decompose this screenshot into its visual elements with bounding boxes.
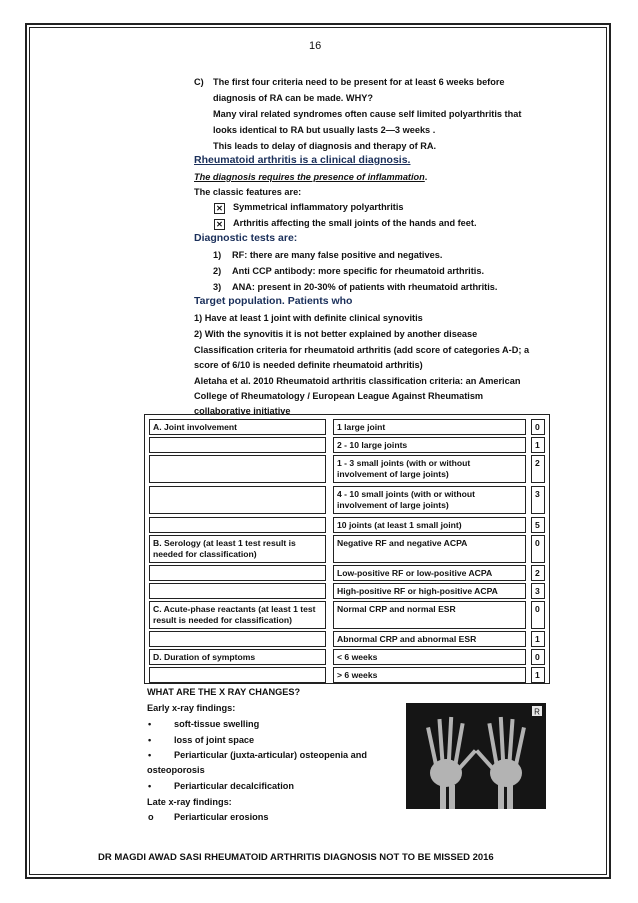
table-category-cell: A. Joint involvement bbox=[149, 419, 326, 435]
target-line: Classification criteria for rheumatoid arthritis (add score of categories A-D; a bbox=[194, 345, 530, 355]
table-item-cell: > 6 weeks bbox=[333, 667, 526, 683]
table-category-cell bbox=[149, 565, 326, 581]
table-score-cell: 0 bbox=[531, 649, 545, 665]
early-finding-item: loss of joint space bbox=[174, 735, 255, 745]
table-item-cell: 2 - 10 large joints bbox=[333, 437, 526, 453]
table-category-cell bbox=[149, 631, 326, 647]
hands-xray-drawing bbox=[406, 703, 546, 809]
table-category-cell bbox=[149, 486, 326, 514]
inflammation-line bbox=[194, 171, 427, 184]
table-score-cell: 1 bbox=[531, 631, 545, 647]
table-category-cell bbox=[149, 455, 326, 483]
criteria-line-5: This leads to delay of diagnosis and therapy of RA. bbox=[213, 141, 437, 151]
diagnostic-tests-heading: Diagnostic tests are: bbox=[194, 232, 298, 244]
bullet-icon: • bbox=[148, 750, 152, 760]
criteria-line-1: The first four criteria need to be present for at least 6 weeks before bbox=[213, 77, 505, 87]
table-item-cell: 1 large joint bbox=[333, 419, 526, 435]
table-score-cell: 0 bbox=[531, 601, 545, 629]
criteria-line-3: Many viral related syndromes often cause self limited polyarthritis that bbox=[213, 109, 522, 119]
classic-intro: The classic features are: bbox=[194, 187, 302, 197]
classic-feature-item bbox=[214, 201, 404, 214]
table-category-cell: C. Acute-phase reactants (at least 1 test result is needed for classification) bbox=[149, 601, 326, 629]
table-category-cell bbox=[149, 583, 326, 599]
inflammation-period: . bbox=[424, 172, 428, 182]
bullet-icon: • bbox=[148, 735, 152, 745]
bullet-icon: • bbox=[148, 781, 152, 791]
table-score-cell: 0 bbox=[531, 535, 545, 563]
clinical-diagnosis-heading: Rheumatoid arthritis is a clinical diagnosis. bbox=[194, 154, 411, 166]
table-category-cell: D. Duration of symptoms bbox=[149, 649, 326, 665]
early-finding-item: Periarticular (juxta-articular) osteopenia and bbox=[174, 750, 367, 760]
classic-feature-text: Arthritis affecting the small joints of the hands and feet. bbox=[233, 218, 477, 228]
xray-changes-heading: WHAT ARE THE X RAY CHANGES? bbox=[147, 687, 301, 697]
late-finding-item: Periarticular erosions bbox=[174, 812, 269, 822]
late-findings-heading: Late x-ray findings: bbox=[147, 797, 232, 807]
target-population-heading: Target population. Patients who bbox=[194, 295, 353, 307]
table-score-cell: 2 bbox=[531, 455, 545, 483]
early-finding-wrap: osteoporosis bbox=[147, 765, 205, 775]
table-category-cell bbox=[149, 517, 326, 533]
table-item-cell: 1 - 3 small joints (with or without involvement of large joints) bbox=[333, 455, 526, 483]
target-line: College of Rheumatology / European League Against Rheumatism bbox=[194, 391, 484, 401]
table-score-cell: 1 bbox=[531, 667, 545, 683]
target-line: collaborative initiative bbox=[194, 406, 291, 416]
classic-feature-text: Symmetrical inflammatory polyarthritis bbox=[233, 202, 404, 212]
table-item-cell: Low-positive RF or low-positive ACPA bbox=[333, 565, 526, 581]
table-category-cell bbox=[149, 667, 326, 683]
table-item-cell: < 6 weeks bbox=[333, 649, 526, 665]
table-score-cell: 3 bbox=[531, 583, 545, 599]
target-line: Aletaha et al. 2010 Rheumatoid arthritis classification criteria: an American bbox=[194, 376, 521, 386]
target-line: score of 6/10 is needed definite rheumatoid arthritis) bbox=[194, 360, 423, 370]
xray-badge: R bbox=[534, 707, 540, 717]
table-score-cell: 0 bbox=[531, 419, 545, 435]
table-item-cell: Normal CRP and normal ESR bbox=[333, 601, 526, 629]
early-finding-item: Periarticular decalcification bbox=[174, 781, 294, 791]
checkbox-icon: ✕ bbox=[214, 219, 225, 230]
hands-xray-image bbox=[406, 703, 546, 809]
table-score-cell: 1 bbox=[531, 437, 545, 453]
criteria-line-4: looks identical to RA but usually lasts 2—3 weeks . bbox=[213, 125, 436, 135]
diag-test-text: Anti CCP antibody: more specific for rheumatoid arthritis. bbox=[232, 266, 485, 276]
table-score-cell: 3 bbox=[531, 486, 545, 514]
diag-test-num: 1) bbox=[213, 250, 222, 260]
criteria-label: C) bbox=[194, 77, 204, 87]
table-score-cell: 5 bbox=[531, 517, 545, 533]
page-footer: DR MAGDI AWAD SASI RHEUMATOID ARTHRITIS DIAGNOSIS NOT TO BE MISSED 2016 bbox=[98, 852, 494, 863]
table-item-cell: Negative RF and negative ACPA bbox=[333, 535, 526, 563]
criteria-line-2: diagnosis of RA can be made. WHY? bbox=[213, 93, 373, 103]
page-number: 16 bbox=[309, 40, 322, 52]
table-score-cell: 2 bbox=[531, 565, 545, 581]
table-category-cell bbox=[149, 437, 326, 453]
classic-feature-item bbox=[214, 217, 477, 230]
table-item-cell: 4 - 10 small joints (with or without involvement of large joints) bbox=[333, 486, 526, 514]
early-finding-item: soft-tissue swelling bbox=[174, 719, 260, 729]
table-category-cell: B. Serology (at least 1 test result is needed for classification) bbox=[149, 535, 326, 563]
early-findings-heading: Early x-ray findings: bbox=[147, 703, 236, 713]
bullet-icon: • bbox=[148, 719, 152, 729]
diag-test-num: 2) bbox=[213, 266, 222, 276]
diag-test-text: RF: there are many false positive and negatives. bbox=[232, 250, 443, 260]
table-item-cell: Abnormal CRP and abnormal ESR bbox=[333, 631, 526, 647]
table-item-cell: 10 joints (at least 1 small joint) bbox=[333, 517, 526, 533]
target-line: 2) With the synovitis it is not better explained by another disease bbox=[194, 329, 478, 339]
classification-table bbox=[144, 414, 550, 684]
table-item-cell: High-positive RF or high-positive ACPA bbox=[333, 583, 526, 599]
diag-test-text: ANA: present in 20-30% of patients with rheumatoid arthritis. bbox=[232, 282, 498, 292]
diag-test-num: 3) bbox=[213, 282, 222, 292]
circle-bullet-icon: o bbox=[148, 812, 154, 822]
target-line: 1) Have at least 1 joint with definite clinical synovitis bbox=[194, 313, 423, 323]
inflammation-text: The diagnosis requires the presence of inflammation bbox=[194, 172, 425, 182]
checkbox-icon: ✕ bbox=[214, 203, 225, 214]
